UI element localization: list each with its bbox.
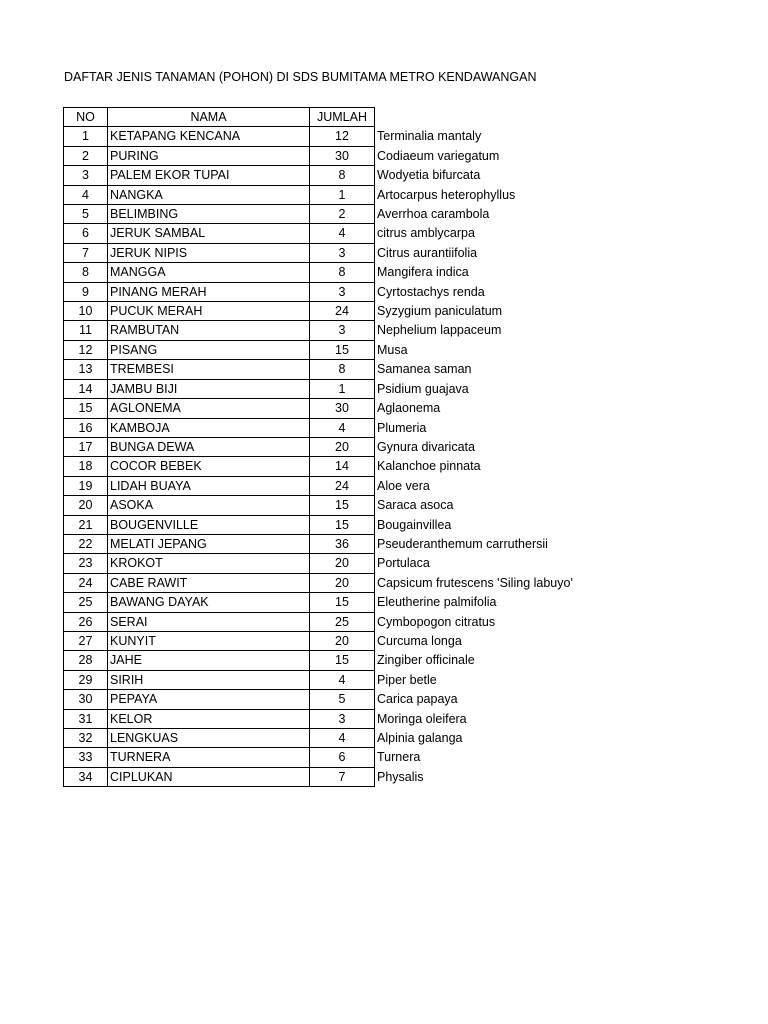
cell-no: 9 xyxy=(64,282,108,301)
table-row xyxy=(64,205,580,224)
cell-latin-name: Gynura divaricata xyxy=(377,439,475,454)
cell-no: 33 xyxy=(64,748,108,767)
cell-jumlah: 24 xyxy=(310,476,375,495)
cell-nama: TREMBESI xyxy=(108,360,310,379)
cell-latin-name: Syzygium paniculatum xyxy=(377,304,503,319)
table-row xyxy=(64,224,580,243)
cell-latin-name: Mangifera indica xyxy=(377,265,469,280)
table-row xyxy=(64,593,580,612)
table-row xyxy=(64,476,580,495)
cell-latin-name: Curcuma longa xyxy=(377,633,462,648)
cell-jumlah: 12 xyxy=(310,127,375,146)
table-row xyxy=(64,534,580,553)
table-row xyxy=(64,321,580,340)
cell-no: 4 xyxy=(64,185,108,204)
cell-latin-name: Bougainvillea xyxy=(377,517,452,532)
cell-jumlah: 14 xyxy=(310,457,375,476)
cell-no: 14 xyxy=(64,379,108,398)
table-body xyxy=(64,127,580,787)
header-latin-blank xyxy=(375,108,580,127)
table-row xyxy=(64,127,580,146)
cell-latin-name: Carica papaya xyxy=(377,692,458,707)
cell-no: 2 xyxy=(64,146,108,165)
cell-nama: SERAI xyxy=(108,612,310,631)
cell-no: 18 xyxy=(64,457,108,476)
cell-nama: JERUK SAMBAL xyxy=(108,224,310,243)
cell-jumlah: 7 xyxy=(310,767,375,786)
cell-nama: JAHE xyxy=(108,651,310,670)
cell-jumlah: 4 xyxy=(310,670,375,689)
cell-nama: TURNERA xyxy=(108,748,310,767)
table-row xyxy=(64,263,580,282)
cell-nama: PUCUK MERAH xyxy=(108,302,310,321)
cell-latin-name: Saraca asoca xyxy=(377,498,454,513)
cell-nama: JERUK NIPIS xyxy=(108,243,310,262)
table-row xyxy=(64,573,580,592)
cell-nama: BELIMBING xyxy=(108,205,310,224)
cell-no: 16 xyxy=(64,418,108,437)
table-row xyxy=(64,437,580,456)
table-row xyxy=(64,554,580,573)
cell-no: 29 xyxy=(64,670,108,689)
cell-jumlah: 15 xyxy=(310,593,375,612)
plant-table xyxy=(63,107,580,787)
cell-no: 5 xyxy=(64,205,108,224)
cell-nama: KAMBOJA xyxy=(108,418,310,437)
cell-jumlah: 15 xyxy=(310,340,375,359)
cell-no: 19 xyxy=(64,476,108,495)
cell-no: 30 xyxy=(64,690,108,709)
cell-latin-name: Piper betle xyxy=(377,672,437,687)
cell-latin-name: Capsicum frutescens 'Siling labuyo' xyxy=(377,575,573,590)
cell-latin-name: Nephelium lappaceum xyxy=(377,323,502,338)
cell-latin-name: Cyrtostachys renda xyxy=(377,284,485,299)
cell-jumlah: 3 xyxy=(310,282,375,301)
cell-jumlah: 5 xyxy=(310,690,375,709)
table-row xyxy=(64,243,580,262)
cell-latin-name: Cymbopogon citratus xyxy=(377,614,496,629)
cell-no: 23 xyxy=(64,554,108,573)
cell-latin-name: Wodyetia bifurcata xyxy=(377,168,481,183)
cell-jumlah: 15 xyxy=(310,496,375,515)
table-row xyxy=(64,418,580,437)
cell-latin-name: Pseuderanthemum carruthersii xyxy=(377,536,548,551)
cell-nama: KUNYIT xyxy=(108,631,310,650)
cell-nama: BAWANG DAYAK xyxy=(108,593,310,612)
cell-no: 15 xyxy=(64,399,108,418)
cell-jumlah: 20 xyxy=(310,573,375,592)
cell-jumlah: 15 xyxy=(310,515,375,534)
cell-jumlah: 25 xyxy=(310,612,375,631)
cell-jumlah: 4 xyxy=(310,224,375,243)
cell-latin-name: Moringa oleifera xyxy=(377,711,467,726)
cell-no: 32 xyxy=(64,729,108,748)
cell-nama: PURING xyxy=(108,146,310,165)
cell-nama: BOUGENVILLE xyxy=(108,515,310,534)
cell-jumlah: 1 xyxy=(310,185,375,204)
cell-nama: SIRIH xyxy=(108,670,310,689)
table-row xyxy=(64,748,580,767)
cell-no: 20 xyxy=(64,496,108,515)
cell-no: 22 xyxy=(64,534,108,553)
cell-nama: NANGKA xyxy=(108,185,310,204)
cell-latin-name: Artocarpus heterophyllus xyxy=(377,187,516,202)
cell-latin-name: Alpinia galanga xyxy=(377,731,463,745)
table-row xyxy=(64,612,580,631)
table-row xyxy=(64,360,580,379)
cell-no: 6 xyxy=(64,224,108,243)
table-row xyxy=(64,670,580,689)
cell-latin-name: Kalanchoe pinnata xyxy=(377,459,481,474)
table-row xyxy=(64,709,580,728)
cell-nama: PEPAYA xyxy=(108,690,310,709)
table-row xyxy=(64,457,580,476)
cell-jumlah: 3 xyxy=(310,243,375,262)
cell-jumlah: 8 xyxy=(310,166,375,185)
cell-nama: ASOKA xyxy=(108,496,310,515)
table-row xyxy=(64,631,580,650)
cell-jumlah: 30 xyxy=(310,399,375,418)
table-header-row xyxy=(64,108,580,127)
cell-latin-name: Eleutherine palmifolia xyxy=(377,595,497,610)
cell-no: 34 xyxy=(64,767,108,786)
table-row xyxy=(64,379,580,398)
cell-latin-name: Terminalia mantaly xyxy=(377,129,482,144)
cell-nama: PISANG xyxy=(108,340,310,359)
table-row xyxy=(64,185,580,204)
cell-latin-name: Citrus aurantiifolia xyxy=(377,245,478,260)
cell-no: 26 xyxy=(64,612,108,631)
table-row xyxy=(64,166,580,185)
cell-no: 17 xyxy=(64,437,108,456)
cell-no: 24 xyxy=(64,573,108,592)
cell-nama: RAMBUTAN xyxy=(108,321,310,340)
cell-nama: PINANG MERAH xyxy=(108,282,310,301)
cell-no: 28 xyxy=(64,651,108,670)
table-row xyxy=(64,729,580,748)
cell-latin-name: Turnera xyxy=(377,750,421,765)
table-row xyxy=(64,146,580,165)
header-no: NO xyxy=(64,108,108,127)
cell-nama: AGLONEMA xyxy=(108,399,310,418)
cell-jumlah: 3 xyxy=(310,321,375,340)
cell-no: 12 xyxy=(64,340,108,359)
cell-nama: MANGGA xyxy=(108,263,310,282)
cell-jumlah: 30 xyxy=(310,146,375,165)
cell-nama: PALEM EKOR TUPAI xyxy=(108,166,310,185)
table-row xyxy=(64,690,580,709)
cell-no: 3 xyxy=(64,166,108,185)
cell-no: 11 xyxy=(64,321,108,340)
cell-no: 7 xyxy=(64,243,108,262)
cell-nama: JAMBU BIJI xyxy=(108,379,310,398)
cell-no: 8 xyxy=(64,263,108,282)
cell-latin-name: Plumeria xyxy=(377,420,427,435)
cell-latin-name: Averrhoa carambola xyxy=(377,207,490,222)
cell-no: 31 xyxy=(64,709,108,728)
cell-nama: MELATI JEPANG xyxy=(108,534,310,553)
header-jumlah: JUMLAH xyxy=(310,108,375,127)
cell-latin-name: Physalis xyxy=(377,769,424,784)
cell-nama: CABE RAWIT xyxy=(108,573,310,592)
cell-jumlah: 20 xyxy=(310,554,375,573)
table-row xyxy=(64,282,580,301)
cell-jumlah: 15 xyxy=(310,651,375,670)
cell-jumlah: 8 xyxy=(310,263,375,282)
cell-nama: COCOR BEBEK xyxy=(108,457,310,476)
table-row xyxy=(64,515,580,534)
cell-latin-name: Musa xyxy=(377,342,408,357)
cell-nama: KELOR xyxy=(108,709,310,728)
cell-nama: LIDAH BUAYA xyxy=(108,476,310,495)
cell-latin-name: Codiaeum variegatum xyxy=(377,148,500,163)
cell-latin-name: Aglaonema xyxy=(377,401,441,416)
table-row xyxy=(64,340,580,359)
cell-latin-name: Samanea saman xyxy=(377,362,472,377)
table-row xyxy=(64,651,580,670)
cell-jumlah: 20 xyxy=(310,437,375,456)
header-nama: NAMA xyxy=(108,108,310,127)
cell-jumlah: 4 xyxy=(310,418,375,437)
cell-latin-name: Portulaca xyxy=(377,556,430,571)
cell-latin-name: citrus amblycarpa xyxy=(377,226,475,241)
table-row xyxy=(64,399,580,418)
table-row xyxy=(64,496,580,515)
cell-jumlah: 2 xyxy=(310,205,375,224)
cell-nama: BUNGA DEWA xyxy=(108,437,310,456)
cell-jumlah: 36 xyxy=(310,534,375,553)
table-row xyxy=(64,302,580,321)
cell-no: 13 xyxy=(64,360,108,379)
cell-nama: CIPLUKAN xyxy=(108,767,310,786)
cell-no: 21 xyxy=(64,515,108,534)
cell-jumlah: 24 xyxy=(310,302,375,321)
cell-no: 1 xyxy=(64,127,108,146)
cell-nama: LENGKUAS xyxy=(108,729,310,748)
cell-latin-name: Psidium guajava xyxy=(377,381,469,396)
cell-latin-name: Zingiber officinale xyxy=(377,653,475,668)
cell-no: 10 xyxy=(64,302,108,321)
cell-jumlah: 8 xyxy=(310,360,375,379)
cell-latin-name: Aloe vera xyxy=(377,478,430,493)
cell-nama: KROKOT xyxy=(108,554,310,573)
document-title: DAFTAR JENIS TANAMAN (POHON) DI SDS BUMITAMA METRO KENDAWANGAN xyxy=(64,70,537,84)
cell-nama: KETAPANG KENCANA xyxy=(108,127,310,146)
cell-no: 27 xyxy=(64,631,108,650)
cell-jumlah: 3 xyxy=(310,709,375,728)
cell-jumlah: 20 xyxy=(310,631,375,650)
table-row xyxy=(64,767,580,786)
cell-jumlah: 6 xyxy=(310,748,375,767)
cell-no: 25 xyxy=(64,593,108,612)
cell-jumlah: 1 xyxy=(310,379,375,398)
cell-jumlah: 4 xyxy=(310,729,375,748)
